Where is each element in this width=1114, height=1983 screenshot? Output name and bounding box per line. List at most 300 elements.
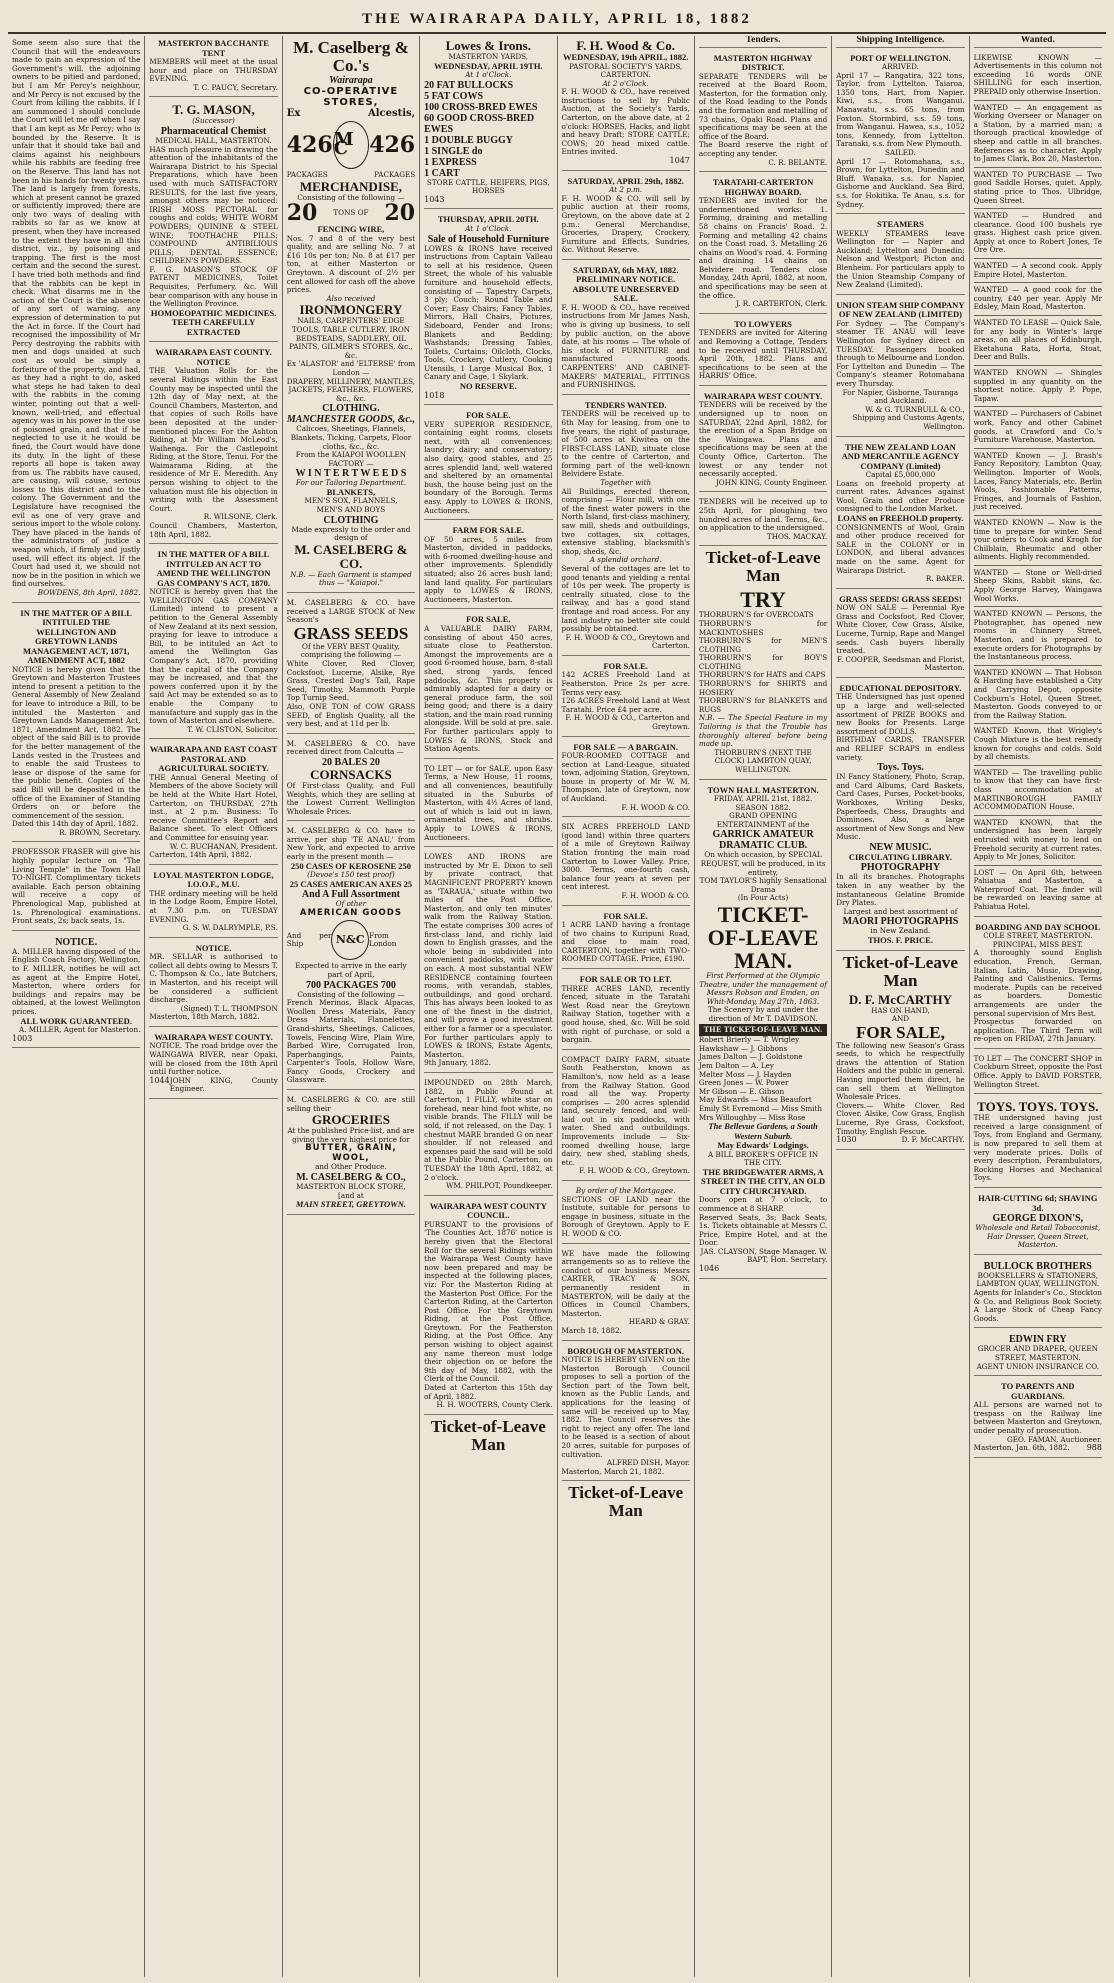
wanted-item: WANTED KNOWN — Shingles supplied in any quantity on the shortest notice. Apply P. Pope, Tapaw. [973, 368, 1102, 403]
bridge-notice [149, 1030, 277, 1099]
bridge-tender-title: WAIRARAPA WEST COUNTY. [703, 390, 823, 401]
cornsacks-ad [287, 737, 415, 822]
ploughing-signed: THOS. MACKAY. [766, 531, 828, 541]
thorburn-line: THORBURN'S for MACKINTOSHES [698, 618, 828, 637]
no-reserve: NO RESERVE. [459, 381, 517, 392]
three-acres [562, 972, 690, 1050]
dixon-name: GEORGE DIXON'S, [992, 1213, 1084, 1224]
th-opening: GRAND OPENING ENTERTAINMENT of the [716, 811, 810, 829]
mens-boys: MEN'S AND BOYS [316, 505, 386, 515]
cast-item: James Dalton — J. Goldstone [698, 1052, 803, 1062]
lot-item: 1 CART [424, 167, 460, 179]
together-signed: F. H. WOOD & CO., Greytown and Carterton. [565, 632, 690, 651]
th-scenes: The Bellevue Gardens, a South Western Suburb. [708, 1121, 818, 1141]
farm-text: OF 50 acres, 5 miles from Masterton, divided in paddocks, with 6-roomed dwelling-house and other improvements. Splendidly situated; also 26 acres bush land; land land quality. For particulars apply to LOWES & IRONS, Auctioneers, Masterton. [424, 534, 553, 604]
to-let-text: TO LET — or for SALE, upon Easy Terms, a New House, 11 rooms, and all conveniences, beautifully situated in the Suburbs of Masterton, with 4½ Acres of land, out of which is laid out in lawn, ornamental trees, and shrubs. Apply to LOWES & IRONS, Auctioneers. [424, 763, 553, 842]
caselberg-title: M. Caselberg & Co.'s [293, 38, 409, 75]
unreserved-sale [562, 263, 690, 395]
thorburn-next: THORBURN'S (NEXT THE CLOCK) LAMBTON QUAY, WELLINGTON. [714, 747, 812, 774]
electoral-roll [424, 1199, 552, 1415]
professor-ad [12, 845, 140, 930]
winter-tweeds: W I N T E R T W E E D S [295, 468, 407, 480]
electoral-text: PURSUANT to the provisions of 'The Counties Act, 1876' notice is hereby given that the Electoral Roll for the several Ridings within the Wairarapa West County have now been prepared and may be inspected at the following places, viz: For the Masterton Riding at the Masterton Post Office. For the Carterton Riding, at the Carterton Post Office. For the Greytown Riding, at the Post Office, Greytown. For the Featherston Riding, at the Post Office. Any person wishing to object against any name thereon must lodge their objection on or before the 9th day of May, 1882, with the Clerk of the Council. [424, 1219, 553, 1384]
caselberg-sub: Wairarapa [329, 75, 373, 86]
toys-title: Toys. Toys. [877, 762, 924, 774]
dairy-text: COMPACT DAIRY FARM, situate South Featherston, known as Hamilton's, now held as a lease from the Railway Station. Good road all the way. Property comprises — 200 acres splendid land, securely fenced, and well-laid out in six paddocks, with water. Shed and outbuildings. Improvements include — Six-roomed dwelling house, large dairy, new shed, stabling sheds, etc. [561, 1054, 690, 1167]
th-acts: (In Four Acts) [737, 893, 789, 903]
cast-item: Mr Gibson — E. Gibson [698, 1086, 785, 1096]
trespass-signed: GEO. FAMAN, Auctioneer. [1007, 1434, 1102, 1444]
bridge-signed: JOHN KING, County Engineer. [169, 1075, 278, 1094]
toys-big: TOYS. TOYS. TOYS. [977, 1099, 1099, 1115]
altering-text: TENDERS are invited for Altering and Removing a Cottage, Tenders to be received until THURSDAY, April 20th, 1882. Plans and specifications to be seen at the HARRIS' Office. [698, 328, 828, 381]
steamers-ad [836, 217, 964, 295]
house-to-let [424, 762, 552, 847]
miller-signed: A. MILLER, Agent for Masterton. [19, 1025, 141, 1035]
wood-ad [562, 36, 690, 171]
county-signed: R. WILSONE, Clerk. [203, 512, 278, 522]
cast-item: Hawkshaw — J. Gibbons [698, 1043, 788, 1053]
tenders-title: TENDERS WANTED. [584, 399, 667, 410]
mason-trade: Pharmaceutical Chemist [160, 125, 267, 137]
wood-title: F. H. Wood & Co. [576, 38, 675, 53]
bargain-sale [562, 740, 690, 818]
trespass-title: TO PARENTS AND GUARDIANS. [1001, 1381, 1075, 1401]
loans-text: CONSIGNMENTS of Wool, Grain and other produce received for SALE in the COLONY or in LONDON, and liberal advances made on the same. Agent for Wairarapa District. [836, 522, 965, 575]
mason-sub: (Successor) [192, 116, 235, 126]
butter-grain-wool: BUTTER, GRAIN, WOOL, [305, 1143, 397, 1163]
th-season: SEASON 1882. [735, 802, 791, 812]
sailed: SAILED. [885, 148, 916, 158]
taraua-property [424, 850, 552, 1073]
for-sale: FOR SALE. [466, 410, 511, 421]
ticket-banner: Ticket-of-Leave Man [430, 1416, 546, 1454]
birthday-cards: BIRTHDAY CARDS, TRANSFER and RELIEF SCRAPS in endless variety. [836, 735, 965, 762]
wanted-item: LIKEWISE KNOWN — Advertisements in this column not exceeding 16 words ONE SHILLING for each insertion, PREPAID only otherwise Insertion. [973, 52, 1102, 96]
for-sale-3: FOR SALE. [603, 910, 648, 921]
bridge-tender-text: TENDERS will be received by the undersigned up to noon on SATURDAY, 22nd April, 1882, for the erection of a Span Bridge on the Waingawa. Plans and specifications may be seen at the County Office, Carterton. The lowest or any tender not necessarily accepted. [698, 400, 828, 479]
tenders-text: TENDERS will be received up to 6th May for leasing, from one to five years, the right of pasturage, of 500 acres at Kiwitea on the FIRST-CLASS LAND, situate close to the centre of Carterton, and forming part of the well-known Belvidere Estate. [561, 409, 690, 479]
borough-date: Masterton, March 21, 1882. [561, 1466, 665, 1476]
impounded-text: IMPOUNDED on 28th March, 1882, in Public Pound at Carterton, 1 FILLY, white star on forehead, near hind foot white, no visible brands. The FILLY will be sold, if not released, on the Day. 1 chestnut MARE branded G on near shoulder. If not released and expenses paid the said will be sold at the Public Pound, Carterton, on TUESDAY the 18th April, 1882, at 2 o'clock. [424, 1078, 553, 1182]
packages-700: 700 PACKAGES 700 [306, 979, 396, 991]
cornsacks-title: CORNSACKS [310, 766, 392, 782]
wood-time: At 2 o'Clock. [602, 78, 649, 88]
lowyers: TO LOWYERS [734, 318, 792, 329]
together: Together with [600, 478, 652, 488]
mc-monogram-icon: M C [333, 121, 370, 169]
may-date: SATURDAY, 6th MAY, 1882. [573, 264, 679, 275]
still-selling: M. CASELBERG & CO. are still selling their [286, 1095, 416, 1113]
furn-title: Sale of Household Furniture [427, 233, 549, 245]
mc-signed: D. F. McCARTHY. [901, 1135, 965, 1145]
ad-number: 988 [1086, 1443, 1102, 1453]
boarding-school: BOARDING AND DAY SCHOOL [975, 921, 1101, 932]
caselberg-store: CO-OPERATIVE STORES, [303, 86, 399, 108]
sellar-title: NOTICE. [195, 942, 232, 953]
cast-item: Robert Brierly — T. Wrigley [698, 1035, 800, 1045]
corn-intro: M. CASELBERG & CO. have received direct from Calcutta — [286, 738, 416, 757]
sailed-text: April 17 — Rotomahana, s.s., Brown, for Lyttelton, Dunedin and Bluff. Wanaka, s.s. for Napier, Gisborne and Auckland. Sea Bird, s.s. for Hokitika. Te Anau, s.s. for Sydney. [836, 156, 965, 209]
also-received: Also received [326, 293, 376, 303]
taratahi-tender [699, 175, 827, 314]
dixon-ad [974, 1191, 1102, 1255]
acres-1: 142 ACRES Freehold Land at Featherston. Price 2s per acre. Terms very easy. [561, 670, 690, 697]
column-1 [8, 36, 145, 1977]
sellar-signed: (Signed) T. L. THOMPSON [180, 1003, 278, 1013]
shop-to-let [974, 1052, 1102, 1094]
grass-signed: F. COOPER, Seedsman and Florist, Masterton. [837, 654, 965, 673]
ex-left: Ex [286, 108, 301, 119]
mason-text: HAS much pleasure in drawing the attention of the inhabitants of the Wairarapa District to his Special Preparations, which have been used with much SATISFACTORY RESULTS, for the last five years, amongst others may be noticed: IRISH MOSS PECTORAL for coughs and colds; WHITE WORM POWDERS; QUININE & STEEL WINE; TOOTHACHE PILLS; COMPOUND ANTIBILIOUS PILLS; DENTAL ESSENCE; CHILDREN'S POWDERS. [149, 144, 278, 266]
groceries-ad [287, 1093, 415, 1215]
cast-item: Mrs Willoughby — Miss Rose [698, 1112, 806, 1122]
sellar-date: Masterton, 18th March, 1882. [149, 1012, 260, 1022]
residence-sale [424, 408, 552, 520]
wood-text: F. H. WOOD & CO., have received instructions to sell by Public Auction, at the Society's Yards, Carterton, on the above date, at 2 o'clock: HORSES, Hacks, and light and heavy Draft; STORE CATTLE; COWS; 20 head mixed cattle. Entries invited. [561, 87, 690, 157]
wanted-item: WANTED — An engagement as Working Overseer or Manager on a Station, by a married man; a thorough practical knowledge of sheep and cattle in all branches. References as to character. Apply to James Clark, Box 20, Masterton. [973, 102, 1102, 164]
expected: Expected to arrive in the early part of April, [295, 961, 407, 979]
borough-signed: ALFRED DISH, Mayor. [606, 1458, 690, 1468]
lowes-sub: MASTERTON YARDS, [448, 52, 529, 61]
preliminary: PRELIMINARY NOTICE. [576, 274, 676, 285]
tailoring: For our Tailoring Department. [295, 478, 406, 488]
bill-signed: R. BROWN, Secretary. [59, 827, 141, 837]
wanted-item: WANTED — Purchasers of Cabinet work, Fancy and other Cabinet goods, at Crawford and Co.'s Furniture Warehouse, Masterton. [973, 409, 1102, 445]
th-date: FRIDAY, APRIL 21st, 1882. [713, 794, 813, 804]
cow-grass: Also, ONE TON of COW GRASS SEED, of English Quality, all the very best, and at 11d per lb. [286, 701, 416, 729]
ticket-banner: Ticket-of-Leave Man [705, 548, 821, 586]
heard-text: WE have made the following arrangements so as to relieve the conduct of our business: Messrs CARTER, TRACY & SON, permanently resident in MASTERTON, will be daily at the Offices in Council Chambers, Masterton. [561, 1248, 690, 1318]
bridge-tender-signed: JOHN KING, County Engineer. [715, 477, 828, 487]
bridge-tender [699, 389, 827, 492]
wanted-list [974, 51, 1102, 917]
loan-title: THE NEW ZEALAND LOAN AND MERCANTILE AGENCY COMPANY (Limited) [841, 441, 960, 471]
highway-tender [699, 51, 827, 173]
county-title: WAIRARAPA EAST COUNTY. [155, 347, 272, 358]
bill-date: Dated this 14th day of April, 1882. [12, 819, 139, 829]
saturday-sale [562, 174, 690, 260]
wire-text: Nos. 7 and 8 of the very best quality, and are selling No. 7 at £16 10s per ton; No. 8 at £17 per ton, at either Masterton or Greytown. A discount of 2½ per cent allowed for cash off the above prices. [286, 233, 416, 295]
lot-item: 20 FAT BULLOCKS [424, 79, 514, 91]
kero-sub: (Devoe's 150 test proof) [307, 870, 395, 880]
society-title: WAIRARAPA AND EAST COAST PASTORAL AND AGRICULTURAL SOCIETY. [149, 744, 278, 774]
manchester: MANCHESTER GOODS, &c., [286, 414, 415, 426]
furn-text: LOWES & IRONS have received instructions from Captain Valleau to sell at his residence, Queen Street, the whole of his valuable furniture and household effects, consisting of — Tapestry Carpets, 3 ply; Couch; Round Table and Cover; Easy Chairs; Fancy Tables, Mirrors, Hall Chairs, Pictures, Sideboard, Fender and Irons; Blankets and Bedding; Washstands; Dressing Tables, Toilets, Curtains; Oilcloth, Clocks, Tools, Crockery, Cutlery, Cooking Utensils, 1 Large Musical Box, 1 Canary and Cage, 1 Skylark. [424, 243, 553, 382]
society-signed: W. C. BUCHANAN, President. [169, 841, 278, 851]
seeds-list: White Clover, Red Clover, Cocksfoot, Lucerne, Alsike, Rye Grass, Crested Dog's Tail, Rape Seed, Timothy, Mammoth Purple Top Turnip Seed. [286, 658, 416, 703]
school-ad [974, 920, 1102, 1049]
lodge-text: THE ordinary meeting will be held in the Lodge Room, Empire Hotel, at 7.30 p.m. on TUESDAY EVENING. [149, 888, 278, 924]
ad-number: 1047 [669, 156, 690, 166]
iron-list: NAILS, CARPENTERS' EDGE TOOLS, TABLE CUTLERY, IRON BEDSTEADS, SADDLERY, OIL PAINTS, GILMER'S STORES, &c., &c. [289, 316, 413, 360]
block-store: MASTERTON BLOCK STORE, [296, 1182, 406, 1192]
toys-big-text: THE undersigned having just received a large consignment of Toys, from England and Germany, is now prepared to sell them at very moderate prices. Dolls of every description, Perambulators, Rocking Horses and Mechanical Toys. [973, 1113, 1102, 1183]
thorburn-line: THORBURN'S for MEN'S CLOTHING [698, 636, 828, 654]
package-count-left: 426 [286, 131, 333, 158]
highway-title: MASTERTON HIGHWAY DISTRICT. [713, 52, 813, 73]
edwin-fry: EDWIN FRY [1008, 1334, 1067, 1346]
column-7 [832, 36, 969, 1977]
mortgagee: By order of the Mortgagee. [575, 1186, 676, 1196]
dixon-sub: Wholesale and Retail Tobacconist, Hair Dresser, Queen Street, Masterton. [975, 1223, 1101, 1250]
county-notice [149, 345, 277, 544]
bacchante-ad [149, 36, 277, 97]
lot-item: 60 GOOD CROSS-BRED EWES [424, 112, 535, 135]
maori-sub: in New Zealand. [870, 926, 931, 936]
corn-text: Of First-class Quality, and Full Weights, which they are selling at the Lowest Current Wellington Wholesale Prices. [286, 780, 416, 816]
wanted-item: WANTED KNOWN — Now is the time to prepare for winter. Send your orders to Cook and Krogh for Chilblain, Rheumatic and other ailments. Highly recommended. [973, 517, 1102, 562]
clothing: CLOTHING. [322, 403, 380, 415]
wanted-item: WANTED KNOWN — That Hobson & Harding have established a City and Carrying Depot, opposite Cockburn's Hotel, Queen Street, Masterton. Goods conveyed to or from the Railway Station. [973, 667, 1102, 720]
of-other: Of other [335, 899, 367, 909]
maori-sign: THOS. F. PRICE. [867, 935, 933, 945]
dairy-signed: F. H. WOOD & CO., Greytown. [579, 1166, 690, 1176]
fencing-wire: FENCING WIRE, [317, 224, 385, 235]
tons-left: 20 [286, 200, 318, 227]
depository-title: EDUCATIONAL DEPOSITORY. [839, 682, 962, 693]
county-sub: NOTICE [196, 356, 231, 367]
bargain-signed: F. H. WOOD & CO. [621, 802, 690, 812]
and-at: [and at [338, 1190, 364, 1200]
ex-right: Alcestis, [367, 108, 416, 119]
wanted-item: WANTED — A second cook. Apply Empire Hotel, Masterton. [973, 261, 1102, 279]
grass-text: NOW ON SALE — Perennial Rye Grass and Cocksfoot, Red Clover, White Clover, Cow Grass, Alsike, Lucerne, Turnip, Rape and Mangel seeds. Cash buyers liberally treated. [836, 603, 965, 656]
highway-date: The Board reserve the right of accepting any tender. [698, 140, 828, 158]
bacchante-title: MASTERTON BACCHANTE TENT [158, 38, 269, 58]
fry-sub: GROCER AND DRAPER, QUEEN STREET, MASTERTON. [977, 1344, 1098, 1362]
lot-item: 5 FAT COWS [424, 90, 484, 102]
grass-seeds-ad [287, 596, 415, 734]
kerosene-ad [287, 824, 415, 1090]
acres-signed: F. H. WOOD & CO., Carterton and Greytown. [565, 713, 690, 731]
main-street: MAIN STREET, GREYTOWN. [295, 1199, 406, 1210]
society-text: THE Annual General Meeting of Members of the above Society will be held at the White Hart Hotel, Carterton, on THURSDAY, 27th inst., at 2 p.m. Business: To receive Committee's Report and Balance sheet. To elect Officers and Committee for ensuing year. [149, 772, 278, 842]
seeds-intro: M. CASELBERG & CO. have received a LARGE STOCK of New Season's [286, 598, 416, 625]
ship-mark-icon: N&C [331, 920, 369, 960]
clovers: Clovers.— White Clover, Red Clover, Alsike, Cow Grass, English Lucerne, Rye Grass, Cocksfoot, Timothy, English Fescue. [836, 1100, 965, 1136]
turnbull: W. & G. TURNBULL & CO., Shipping and Customs Agents, Wellington. [852, 404, 965, 431]
column-2 [145, 36, 282, 1977]
lots-2: STORE CATTLE, HEIFERS, PIGS, HORSES [426, 177, 550, 196]
wanted-item: WANTED KNOWN, that the undersigned has been largely entrusted with money to lend on Freehold security at current rates. Apply to Mr Jones, Solicitor. [973, 817, 1102, 862]
lot-item: 1 DOUBLE BUGGY [424, 134, 514, 146]
bill-text: NOTICE is hereby given that the Greytown and Masterton Trustees intend to present a petition to the General Assembly of New Zealand for leave to introduce a Bill, to be intituled the Masterton and Greytown Lands Management Act, 1871, Amendment Act, 1882. The object of the said Bill is to provide for the better management of the Lands vested in the Trustees and to enable the said Trustees to lease or dispose of the same for the public benefit. Copies of the said Bill will be deposited in the office of the Examiner of Standing Orders on or before the commencement of the session. [12, 664, 141, 820]
photo-text: In all its branches. Photographs taken in any weather by the instantaneous Gelatine Bromide Dry Plates. [836, 872, 965, 908]
kero-intro: M. CASELBERG & CO. have to arrive, per ship 'TE ANAU,' from New York, and expected to arrive early in the present month — [286, 826, 416, 862]
thorburn-line: THORBURN'S for BLANKETS and RUGS [698, 696, 828, 714]
town-hall: TOWN HALL MASTERTON. [707, 784, 819, 795]
taratahi-text: TENDERS are invited for the undermentioned works: 1. Forming, draining and metalling 58 chains on Francis' Road. 2. Forming and metalling 42 chains on the Coast road. 3. Metalling 26 chains on Wood's road. 4. Forming and draining 14 chains on Belvidere road. Tenders close Monday, 24th April, 1882, at noon, and specifications may be seen at the office. [698, 196, 828, 300]
ad-number: 1043 [424, 194, 445, 204]
mc-and: AND [891, 1014, 910, 1024]
wanted-item: WANTED Known, that Wrigley's Cough Mixture is the best remedy known for coughs and colds. Sold by all chemists. [973, 726, 1102, 762]
packages-700-sub: Consisting of the following — [297, 989, 405, 999]
taratahi-title: TARATAHI-CARTERTON HIGHWAY BOARD. [712, 177, 814, 197]
blankets: BLANKETS, [326, 486, 376, 497]
groc-sub: At the published Price-list, and are giving the very highest price for [287, 1126, 415, 1144]
lot-item: 1 EXPRESS [424, 156, 477, 168]
column-4 [420, 36, 557, 1977]
three-acres-text: THREE ACRES LAND, recently fenced, situate in the Taratahi West Road near the Greytown Railway Station, together with a good house, shed, &c. Will be sold with right of purchase, or sold a bargain. [561, 983, 690, 1045]
mc-has: HAS ON HAND, [871, 1005, 930, 1015]
garrick-club: GARRICK AMATEUR DRAMATIC CLUB. [712, 829, 814, 852]
lowes-irons-ad [424, 36, 552, 209]
wanted-item: WANTED — A good cook for the country, £40 per year. Apply Mr Edsley, Main Road, Masterton. [973, 285, 1102, 312]
union-ad [836, 298, 964, 437]
union-for: For Napier, Gisborne, Tauranga and Auckland. [842, 387, 959, 406]
lot-item: 1 SINGLE do [424, 145, 483, 157]
column-8 [970, 36, 1106, 1977]
professor-text: PROFESSOR FRASER will give his highly popular lecture on "The Living Temple" in the Town Hall TO-NIGHT. Complimentary tickets available. Each person obtaining will receive a copy of Phrenological Map, published at 1s. Phrenological examinations. Front seats, 2s; back seats, 1s. [12, 847, 141, 926]
fry-agent: AGENT UNION INSURANCE CO. [976, 1361, 1100, 1371]
circulating-library: CIRCULATING LIBRARY. [848, 851, 952, 862]
gas-title: IN THE MATTER OF A BILL INTITULED AN ACT TO AMEND THE WELLINGTON GAS COMPANY'S ACT, 1870. [156, 549, 271, 588]
arrived: ARRIVED. [881, 62, 919, 72]
dairy-farm [562, 1053, 690, 1181]
wanted-item: WANTED — Hundred and clearance. Good 100 bushels rye grass. Highest cash price given. Apply at once to Robert Jones, Te Ore Ore. [973, 211, 1102, 255]
ad-number: 1046 [698, 1264, 720, 1274]
mason-patent: F. G. MASON'S STOCK OF PATENT MEDICINES, Toilet Requisites, Perfumery, &c. Will bear comparison with any house in the Wellington Province. [149, 264, 278, 309]
loan-capital: Capital £5,000,000 [865, 470, 936, 480]
highway-text: SEPARATE TENDERS will be received at the Board Room, Masterton, for the formation only, of the Road leading to the Ponds and the formation and metalling of 73 chains, Opaki Road. Plans and specifications may be seen at the office of the Board. [698, 71, 828, 141]
th-act3: A BILL BROKER'S OFFICE IN THE CITY. [708, 1149, 819, 1168]
fry-ad [974, 1331, 1102, 1376]
lot-list [424, 80, 552, 179]
furniture-sale [424, 212, 552, 405]
thorburn-line: THORBURN'S for OVERCOATS [698, 610, 814, 620]
six-acre-text: SIX ACRES FREEHOLD LAND (good land) within three quarters of a mile of Greytown Railway Station fronting the main road Carterton to Lower Valley. Price, 3000. Terms, one-fourth cash, balance four years at seven per cent interest. [561, 822, 690, 892]
borough-text: NOTICE IS HEREBY GIVEN on the Masterton Borough Council proposes to sell a portion of the Section part of the Town belt, known as the Public Lands, and applications for the leasing of same will be received up to May, 1882. The Council reserves the right to reject any offer. The land to be leased is a section of about 20 acres, suitable for purposes of cultivation. [561, 1355, 690, 1459]
th-scenes-2: May Edwards' Lodgings. [717, 1140, 809, 1151]
union-title: UNION STEAM SHIP COMPANY OF NEW ZEALAND (LIMITED) [836, 299, 965, 320]
bargain-text: FOUR-ROOMED COTTAGE and section at Land-League, situated town, adjoining Station, Greytown, house in property of Mr W. M. Thompson, late of Greytown, now of Auckland. [561, 751, 690, 804]
thorburn-line: THORBURN'S for SHIRTS and HOSIERY [698, 679, 828, 697]
mens-sox: MEN'S SOX, FLANNELS, [304, 496, 398, 506]
th-doors: Doors open at 7 o'clock, to commence at 8 SHARP. [698, 1195, 828, 1213]
borough-title: BOROUGH OF MASTERTON. [567, 1345, 684, 1356]
acre-cottage [562, 909, 690, 969]
tons-word: TONS OF [333, 208, 369, 218]
manchester-list: Calicoes, Sheetings, Flannels, Blankets, Ticking, Carpets, Floor cloths, &c., &c. [290, 424, 412, 451]
loan-agency [836, 440, 964, 589]
sat-time: At 2 p.m. [609, 185, 643, 195]
cast-item: Green Jones — W. Power [698, 1078, 789, 1088]
acres-sale [562, 659, 690, 737]
goods-list: French Merinos, Black Alpacas, Woollen Dress Materials, Fancy Dress Materials, Flannelettes, Grand-shirts, Sheetings, Calicoes, Towels, Fencing Wire, Plain Wire, Barbed Wire, Corrugated Iron, Paperhangings, Paints, Carpenter's Tools, Hollow Ware, Fancy Goods, Crockery and Glassware. [286, 998, 416, 1085]
kaiapoi-from: From the KAIAPOI WOOLLEN FACTORY — [295, 450, 407, 468]
grass-seed-sale [836, 592, 964, 678]
bill-notice [12, 606, 140, 843]
land-date: 9th January, 1882. [424, 1058, 491, 1068]
miller-text: A. MILLER having disposed of the English Coach Factory, Wellington, to F. MILLER, notifies he will act as agent at the Empire Hotel, Masterton, where orders for buildings and repairs may be obtained, at the lowest Wellington prices. [12, 946, 141, 1016]
ploughing-tender [699, 495, 827, 546]
lowes-date: WEDNESDAY, APRIL 19TH. [434, 60, 543, 71]
page-title: THE WAIRARAPA DAILY, APRIL 18, 1882 [362, 10, 752, 27]
furn-date: THURSDAY, APRIL 20TH. [437, 214, 539, 225]
wanted-item: WANTED — Stone or Well-dried Sheep Skins, Rabbit skins, &c. Apply George Harvey, Waingawa Wool Works. [973, 567, 1102, 603]
caselberg-ad [287, 36, 415, 593]
sale-2: A VALUABLE DAIRY FARM, consisting of about 450 acres, situate close to Featherston. Amongst the improvements are a good 6-roomed house, barn, 8-stall shed, strong yards, fenced paddocks, &c. This property is admirably adapted for a dairy or general produce farm, the soil being good; and there is a dairy station, and the main road running alongside. Will be sold at pre. sale. For further particulars apply to LOWES & IRONS, Stock and Station Agents. [424, 623, 553, 754]
th-prices: Reserved Seats, 3s; Back Seats, 1s. Tickets obtainable at Messrs C. Price, Empire Hotel, and at the Door. [698, 1212, 828, 1248]
column-5 [558, 36, 695, 1977]
made-to-order: Made expressly to the order and design of [291, 524, 411, 543]
principal: PRINCIPAL, MISS BEST. [992, 939, 1083, 949]
arrived-text: April 17 — Rangatira, 322 tons, Taylor, from Lyttelton. Taiaroa, 1350 tons, Hart, from Napier. Kiwi, s.s., from Wanganui. Manawatu, s.s. 65 tons, from Foxton. Stormbird, s.s. 59 tons, from Wanganui. Hawea, s.s., 1052 tons, Kennedy, from Lyttelton. Taranaki, s.s. from New Plymouth. [836, 70, 965, 149]
bridge-text: NOTICE. The road bridge over the WAINGAWA RIVER, near Opaki, will be closed from the 18th April until further notice. [149, 1041, 278, 1077]
union-text: For Sydney — The Company's steamer TE ANAU will leave Wellington for Sydney direct on TUESDAY. Passengers booked through to Melbourne and London. For Lyttelton and Dunedin — The Company's steamer Rotomahana every Thursday. [836, 318, 965, 388]
maori-photos: MAORI PHOTOGRAPHS [842, 916, 959, 928]
society-date: Carterton, 14th April, 1882. [149, 850, 252, 860]
trespass-text: ALL persons are warned not to trespass on the Railway line between Masterton and Greytown, under penalty of prosecution. [973, 1400, 1102, 1435]
caselberg-name: M. CASELBERG & CO. [294, 541, 408, 571]
absolute: ABSOLUTE UNRESERVED SALE. [572, 283, 680, 304]
depository-ad [836, 681, 964, 951]
ad-number: 1044 [149, 1075, 170, 1085]
mason-name: T. G. MASON, [172, 102, 255, 118]
ticket-banner: Ticket-of-Leave Man [843, 952, 958, 990]
miller-footer: ALL WORK GUARANTEED. [20, 1015, 132, 1026]
mccarthy-name: D. F. McCARTHY [848, 991, 952, 1007]
thorburn-ad [699, 585, 827, 779]
assortment: And A Full Assortment [301, 889, 400, 901]
depository-text: THE Undersigned has just opened up a large and well-selected assortment of PRIZE BOOKS and new Books for Presents. Large assortment of DOLLS. [836, 692, 965, 736]
for-sale-2: FOR SALE. [466, 614, 511, 625]
package-count-right: 426 [369, 131, 416, 158]
packages-left: PACKAGES [286, 170, 328, 179]
new-music: NEW MUSIC. [869, 841, 932, 853]
consisting: Consisting of the following — [297, 192, 405, 202]
article-text: Some seem also sure that the Council that will the endeavours made to gain an expression of the Government's will, the adjoining owners to be pitied and pardoned, but I am Mr Percy's neighbour, and Mr Percy is not excused by the Court from killing the rabbits. If I am summoned I should conclude the Court will let me off when I say that I am kept as Mr Percy; who is bounded by the Reserve. It is unfair that it should take bail and claims against his neighbours while his rabbits are feeding free on the Reserve. This land has not been in his hands for twenty years. The land is largely from forests, which at present cannot be grazed or sufficiently improved; there are only two ways of dealing with rabbits so far as we know at present, when they have increased to the extent they have in all this district, viz., by poisoning and trapping. The first is the most certain and the second the surest. I have tried both methods and find that the rabbits can be kept in check. What disarms me in the action of the Court is the absence of any sort of warning, any expression of determination to put the Act in force. If the Court had recognised the impossibility of Mr Percy destroying the rabbits with men and dogs unaided at such cost as would be simply a forfeiture of the property, and had, as they had a right to do, asked what steps he had taken to deal with the rabbits in the coming winter, pointing out that a well-known, well-tried, and effectual agency was in his power in the use of poisoned grain, and that if he neglected to use it he would be fined, the Court would have done its duty. In the light of these reports all hope is taken away from us. The rabbits have caused, are causing, will cause, serious losses to this district and to the colony. The Government and the Legislature have recognised the evil as one of very grave and serious import to the whole colony. They have placed in the hands of the administrators of justice a weapon which, if firmly and justly used, will effect its object. If the Court had used it, we should not now be in the position in which we find ourselves. [12, 38, 141, 589]
column-3 [283, 36, 420, 1977]
ad-number: 1018 [424, 390, 445, 400]
shipping-heading: Shipping Intelligence. [836, 36, 964, 48]
mc-text: The following new Season's Grass seeds, to which he respectfully draws the attention of Station Holders and the public in general. Having imported them direct, he can sell them at Wellington Wholesale Prices. [836, 1040, 965, 1102]
wanted-item: WANTED TO LEASE — Quick Sale, for any body in Winter's large areas, on all places of Edinburgh, Eketahuna Rata, Horta, Stoat, Deer and Bulls. [973, 318, 1102, 362]
gas-text: NOTICE is hereby given that the WELLINGTON GAS COMPANY (Limited) intend to present a petition to the General Assembly of New Zealand at its next session, praying for leave to introduce a Bill, to be intituled an Act to amend the Wellington Gas Company's Act, 1870, providing that the capital of the Company may be increased, and that the powers conferred upon it by the said Act may be extended so as to enable the Company to manufacture and supply gas in the town of Masterton and elsewhere. [149, 587, 278, 726]
th-tom: TOM TAYLOR'S highly Sensational Drama [699, 876, 827, 894]
bacchante-text: MEMBERS will meet at the usual hour and place on THURSDAY EVENING. [149, 57, 278, 84]
port-title: PORT OF WELLINGTON. [850, 52, 951, 63]
together-text: Several of the cottages are let to good tenants and yielding a rental of 10s per week. The property is centrally situated, close to the railway, and has a good stand frontage and road access. For any land industry no better site could possibly be obtained. [561, 564, 690, 634]
mason-ad [149, 100, 277, 342]
th-scenery: The Scenery by and under the direction of Mr T. DAVIDSON. [707, 1005, 819, 1023]
miller-title: NOTICE. [55, 936, 98, 948]
impounded-signed: WM. PHILPOT, Poundkeeper. [446, 1181, 553, 1191]
farm-sale [424, 523, 552, 609]
wanted-item: WANTED TO PURCHASE — Two good Saddle Horses, quiet. Apply, stating price to Thos. Ulbridge, Queen Street. [973, 169, 1102, 205]
six-acre-signed: F. H. WOOD & CO. [621, 891, 690, 900]
together-list: All Buildings, erected thereon, comprising — Flour mill, with one of the finest water powers in the North Island, first-class machinery, saw mill, sheds and outbuildings, two cottages, six cottages, extensive stabling, blacksmith's shop, sheds, &c. [561, 486, 690, 556]
miller-notice [12, 934, 140, 1048]
from-london: From London [369, 930, 397, 949]
maori-intro: Largest and best assortment of [843, 906, 958, 916]
mortgagee-text: SECTIONS OF LAND near the Institute, suitable for persons to engage in business, situate in the Borough of Greytown. Apply to F. H. WOOD & CO. [561, 1194, 690, 1238]
town-hall-ad [699, 783, 827, 1279]
ticket-banner: Ticket-of-Leave Man [568, 1483, 684, 1521]
mccarthy-ad [836, 990, 964, 1150]
tenders-heading: Tenders. [699, 36, 827, 48]
acres-title: FOR SALE. [603, 660, 648, 671]
ironmongery: IRONMONGERY [299, 302, 403, 318]
impounded-notice [424, 1076, 552, 1196]
sale-or-let: FOR SALE OR TO LET. [579, 974, 672, 985]
alastor: Ex 'ALASTOR' and 'ELTERSE' from London — [286, 359, 416, 377]
th-perf: First Performed at the Olympic Theatre, under the management of Messrs Robson and Emden, on Whit-Monday, May 27th, 1863. [699, 971, 827, 1006]
tons-right: 20 [384, 200, 416, 227]
heard-signed: HEARD & GRAY. [628, 1317, 690, 1327]
taratahi-signed: J. R. CARTERTON, Clerk. [735, 299, 828, 309]
